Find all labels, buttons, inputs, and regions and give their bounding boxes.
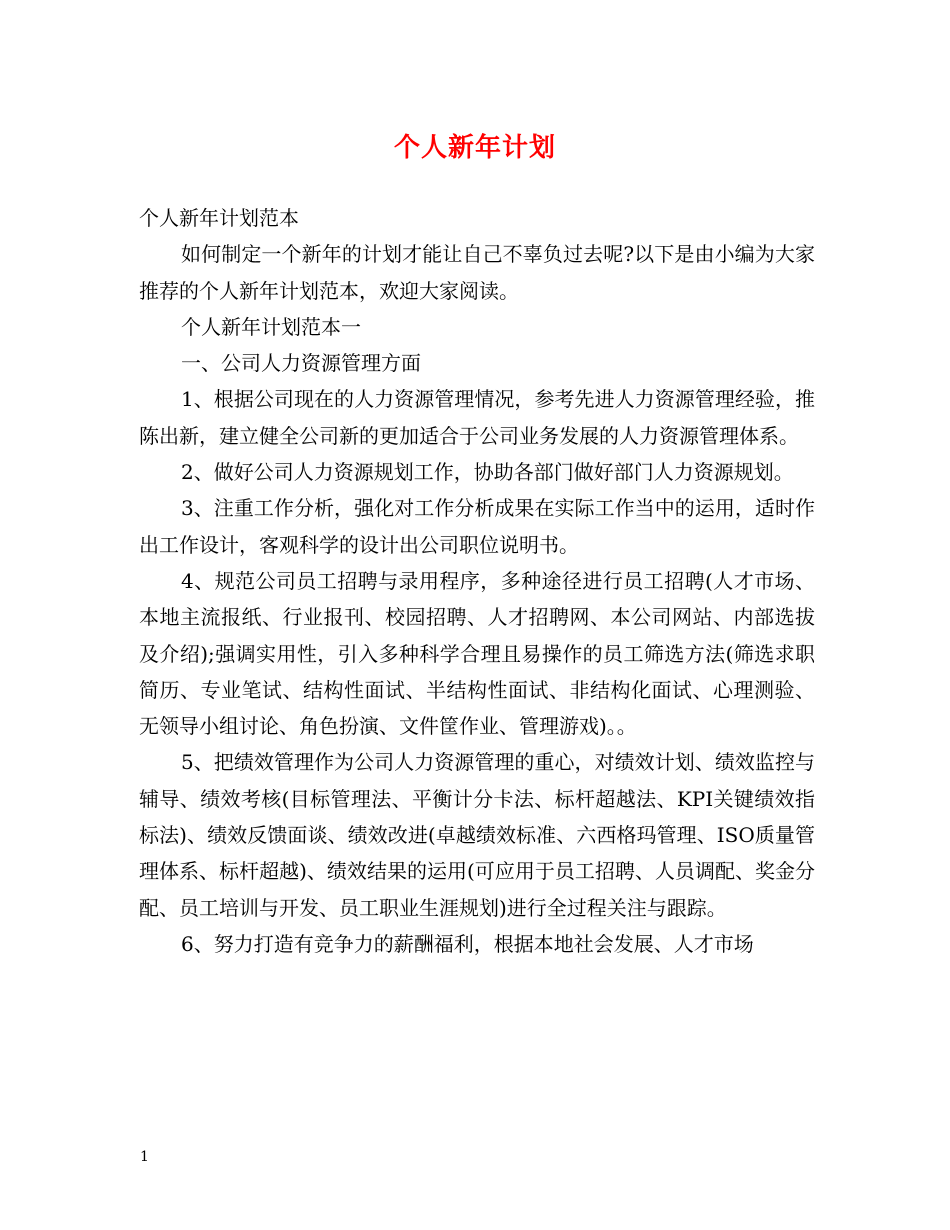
paragraph-item-6: 6、努力打造有竞争力的薪酬福利，根据本地社会发展、人才市场 [181, 931, 754, 956]
paragraph-item-1: 1、根据公司现在的人力资源管理情况，参考先进人力资源管理经验，推陈出新，建立健全公司新的更加适合于公司业务发展的人力资源管理体系。 [139, 387, 815, 448]
paragraph-subsection-heading: 一、公司人力资源管理方面 [181, 351, 421, 376]
paragraph-section-heading: 个人新年计划范本一 [181, 314, 361, 339]
paragraph-item-3: 3、注重工作分析，强化对工作分析成果在实际工作当中的运用，适时作出工作设计，客观科学的设计出公司职位说明书。 [139, 496, 815, 557]
paragraph-item-4: 4、规范公司员工招聘与录用程序，多种途径进行员工招聘(人才市场、本地主流报纸、行业报刊、校园招聘、人才招聘网、本公司网站、内部选拔及介绍);强调实用性，引入多种科学合理且易操作的员工筛选方法(筛选求职简历、专业笔试、结构性面试、半结构性面试、非结构化面试、心理测验、无领导小组讨论、角色扮演、文件筐作业、管理游戏)。。 [139, 568, 815, 739]
paragraph-item-5: 5、把绩效管理作为公司人力资源管理的重心，对绩效计划、绩效监控与辅导、绩效考核(目标管理法、平衡计分卡法、标杆超越法、KPI关键绩效指标法)、绩效反馈面谈、绩效改进(卓越绩效标准、六西格玛管理、ISO质量管理体系、标杆超越)、绩效结果的运用(可应用于员工招聘、人员调配、奖金分配、员工培训与开发、员工职业生涯规划)进行全过程关注与跟踪。 [139, 750, 815, 920]
document-body [139, 200, 815, 962]
document-title: 个人新年计划 [393, 133, 556, 163]
page-number: 1 [140, 1149, 149, 1165]
paragraph-subtitle: 个人新年计划范本 [139, 206, 299, 230]
paragraph-item-2: 2、做好公司人力资源规划工作，协助各部门做好部门人力资源规划。 [181, 460, 794, 485]
paragraph-intro: 如何制定一个新年的计划才能让自己不辜负过去呢?以下是由小编为大家推荐的个人新年计划范本，欢迎大家阅读。 [139, 242, 815, 303]
